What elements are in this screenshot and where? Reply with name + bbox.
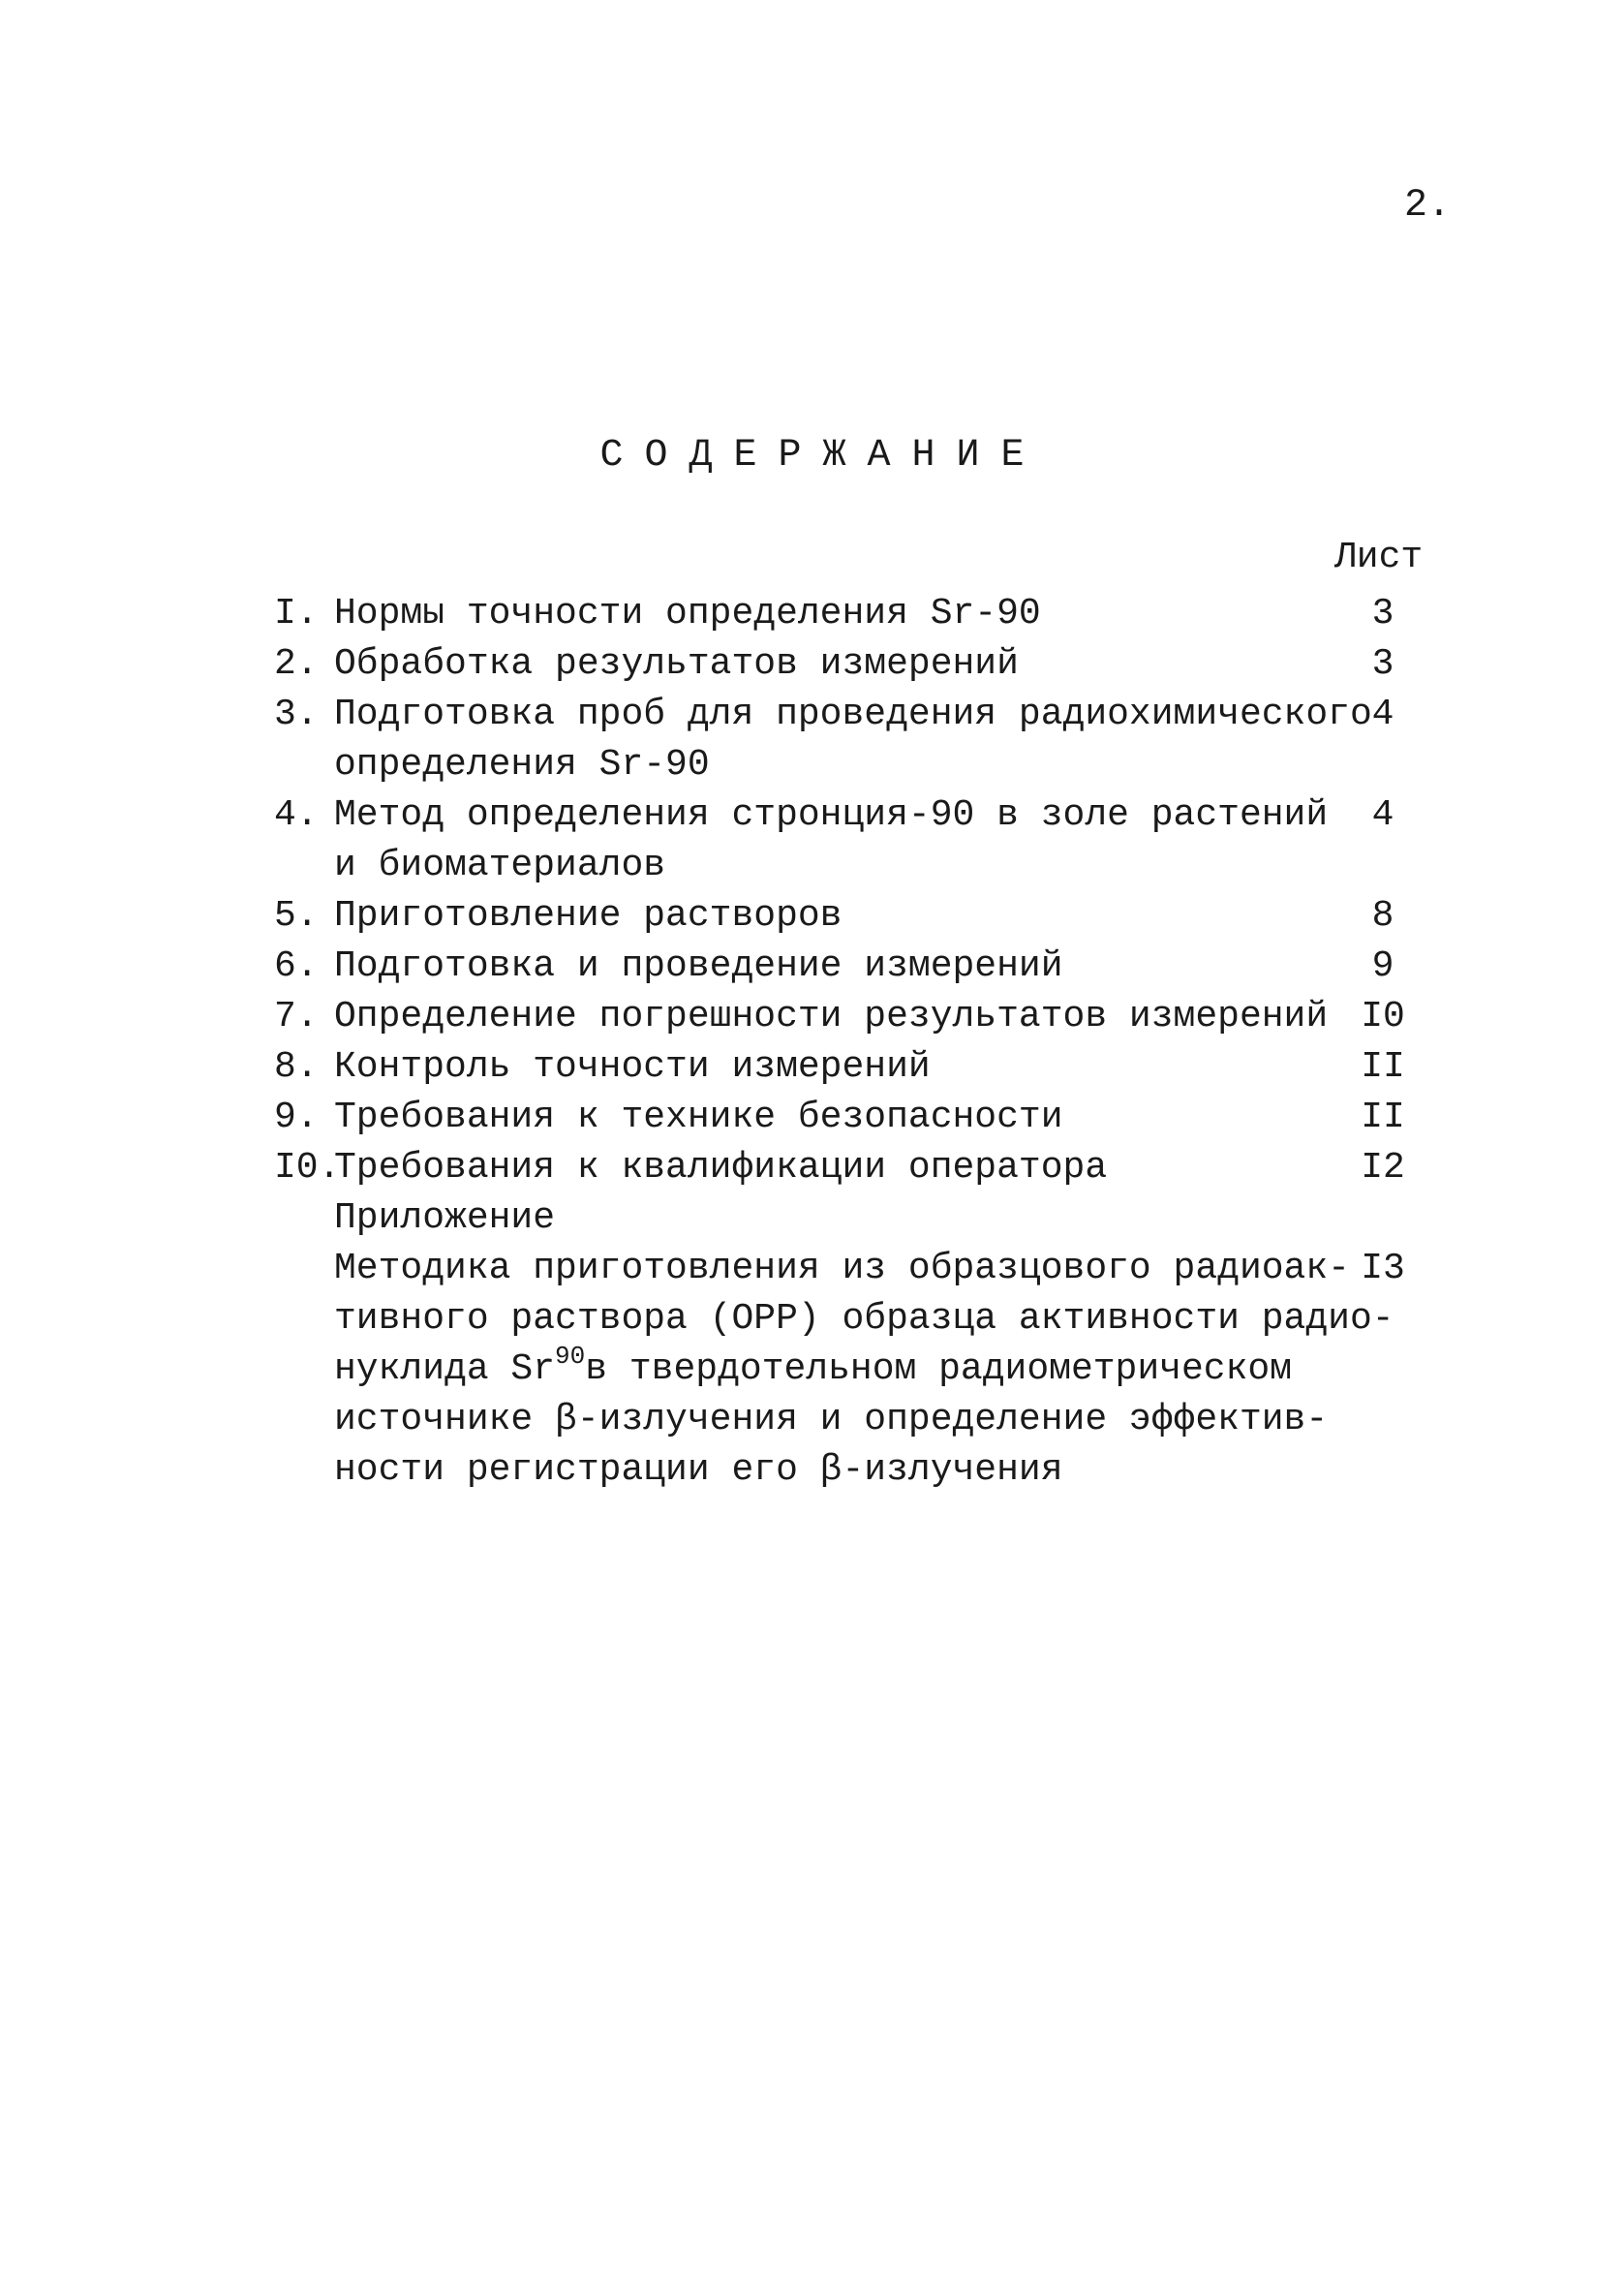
toc-entry: [274, 589, 1436, 639]
appendix-title-line: [334, 1342, 1302, 1395]
appendix-title-fragment: в твердотельном радиометрическом: [585, 1348, 1292, 1390]
toc-entry-page: 4: [1371, 694, 1394, 735]
toc-entry: [274, 992, 1436, 1042]
toc-entry-title: Нормы точности определения Sr-90: [334, 593, 1041, 634]
isotope-superscript: 90: [555, 1342, 586, 1371]
toc-entry-number: I.: [274, 593, 319, 634]
toc-entry-title: Определение погрешности результатов измерений: [334, 996, 1329, 1037]
toc-entry-number: I0.: [274, 1147, 341, 1189]
toc-entry: [274, 690, 1436, 790]
toc-entry-number: 7.: [274, 996, 319, 1037]
toc-entry-page: I3: [1361, 1248, 1405, 1289]
toc-entry-number: 9.: [274, 1097, 319, 1138]
toc-entry: [274, 790, 1436, 891]
toc-entry-title-continuation: определения Sr-90: [334, 744, 710, 786]
toc-entry-title: Подготовка и проведение измерений: [334, 945, 1063, 987]
toc-entry-page: 9: [1371, 945, 1394, 987]
toc-entry-number: 3.: [274, 694, 319, 735]
appendix-title-line: тивного раствора (ОРР) образца активности радио-: [334, 1298, 1394, 1340]
toc-entry-page: II: [1361, 1046, 1405, 1088]
toc-entry-title: Требования к технике безопасности: [334, 1097, 1063, 1138]
toc-entry-title: Контроль точности измерений: [334, 1046, 931, 1088]
appendix-title-fragment: нуклида Sr: [334, 1348, 556, 1390]
toc-entry-page: II: [1361, 1097, 1405, 1138]
toc-entry-page: I0: [1361, 996, 1405, 1037]
toc-entry-title: Подготовка проб для проведения радиохимического: [334, 694, 1372, 735]
toc-entry: [274, 891, 1436, 942]
toc-entry-number: 2.: [274, 643, 319, 685]
toc-entry-page: 8: [1371, 895, 1394, 937]
appendix-title-line: Методика приготовления из образцового радиоак-: [334, 1248, 1350, 1289]
toc-entry-page: I2: [1361, 1147, 1405, 1189]
toc-entry: [274, 1143, 1436, 1193]
toc-entry-number: 6.: [274, 945, 319, 987]
toc-entry-page: 4: [1371, 794, 1394, 836]
toc-entry-number: 8.: [274, 1046, 319, 1088]
appendix-label: Приложение: [334, 1197, 556, 1239]
toc-entry-title: Приготовление растворов: [334, 895, 843, 937]
appendix-title-line: ности регистрации его β-излучения: [334, 1449, 1063, 1491]
toc-entry-appendix: [274, 1244, 1436, 1496]
page-title: СОДЕРЖАНИЕ: [599, 434, 1046, 478]
toc-entry: [274, 1093, 1436, 1143]
toc-entry-title: Обработка результатов измерений: [334, 643, 1019, 685]
toc-entry: [274, 942, 1436, 992]
appendix-title-line: источнике β-излучения и определение эффектив-: [334, 1399, 1329, 1440]
page-column-header: Лист: [1334, 537, 1424, 578]
toc-entry-number: 5.: [274, 895, 319, 937]
toc-entry-title-continuation: и биоматериалов: [334, 845, 666, 886]
toc-entry-title: Метод определения стронция-90 в золе растений: [334, 794, 1329, 836]
toc-entry-title: Требования к квалификации оператора: [334, 1147, 1108, 1189]
toc-entry: [274, 1042, 1436, 1093]
toc-entry-page: 3: [1371, 643, 1394, 685]
toc-entry-page: 3: [1371, 593, 1394, 634]
table-of-contents: [274, 589, 1436, 1496]
page-number: 2.: [1404, 184, 1452, 228]
toc-entry-number: 4.: [274, 794, 319, 836]
toc-entry: [274, 639, 1436, 690]
